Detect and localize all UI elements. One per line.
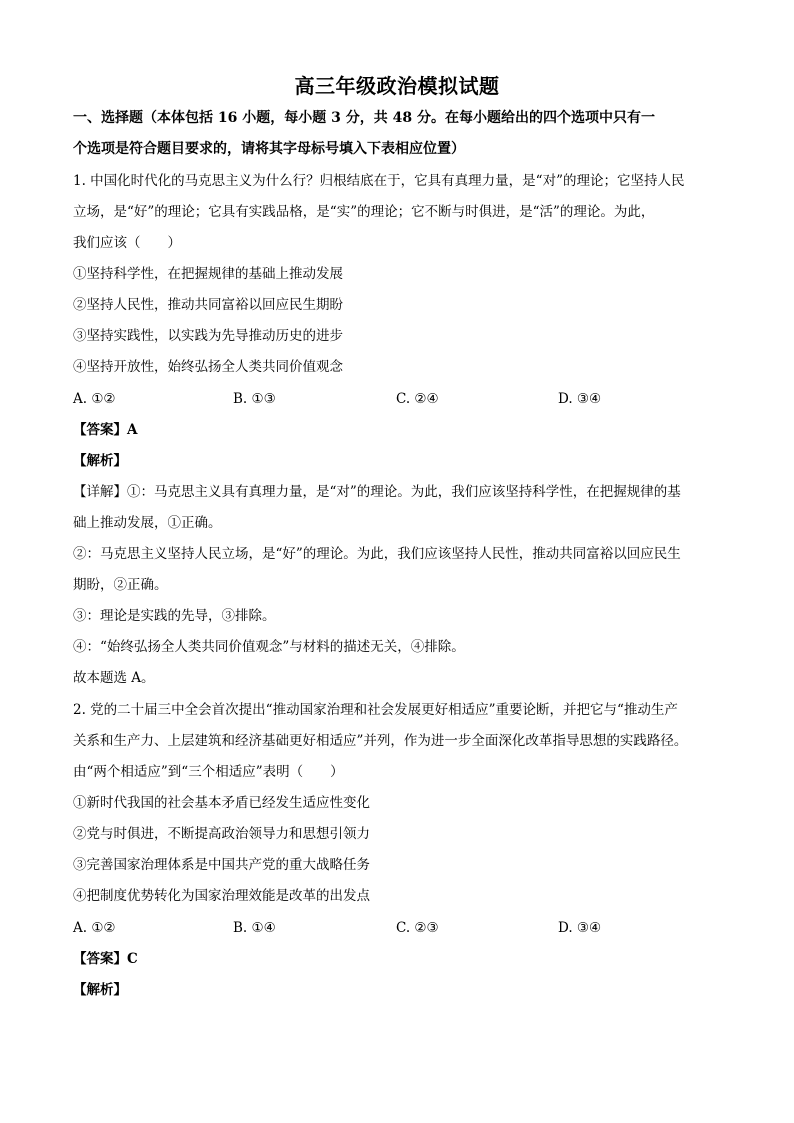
q1-option-a: A. ①② — [73, 391, 116, 407]
q1-detail-line-5: ③：理论是实践的先导，③排除。 — [73, 608, 276, 624]
q2-option-d: D. ③④ — [558, 920, 602, 936]
q1-detail-line-2: 础上推动发展，①正确。 — [73, 515, 222, 531]
q1-answer: 【答案】A — [73, 422, 138, 438]
q1-statement-4: ④坚持开放性，始终弘扬全人类共同价值观念 — [73, 359, 343, 375]
q1-option-c: C. ②④ — [396, 391, 439, 407]
q2-stem-line-3: 由“两个相适应”到“三个相适应”表明（ ） — [73, 764, 344, 780]
q1-option-b: B. ①③ — [233, 391, 276, 407]
q2-statement-2: ②党与时俱进，不断提高政治领导力和思想引领力 — [73, 826, 370, 842]
page-title: 高三年级政治模拟试题 — [294, 74, 500, 98]
section-heading-line-1: 一、选择题（本体包括 16 小题，每小题 3 分，共 48 分。在每小题给出的四个选项中只有一 — [73, 110, 655, 126]
q1-stem-line-3: 我们应该（ ） — [73, 235, 181, 251]
q1-analysis-label: 【解析】 — [73, 453, 127, 469]
section-heading-line-2: 个选项是符合题目要求的，请将其字母标号填入下表相应位置） — [73, 141, 465, 157]
q1-statement-1: ①坚持科学性，在把握规律的基础上推动发展 — [73, 266, 343, 282]
q2-option-c: C. ②③ — [396, 920, 439, 936]
q1-detail-line-7: 故本题选 A。 — [73, 670, 155, 686]
q2-stem-line-1: 2. 党的二十届三中全会首次提出“推动国家治理和社会发展更好相适应”重要论断，并把它与“推动生产 — [73, 702, 678, 718]
q1-stem-line-1: 1. 中国化时代化的马克思主义为什么行？归根结底在于，它具有真理力量，是“对”的理论；它坚持人民 — [73, 173, 685, 189]
q2-statement-1: ①新时代我国的社会基本矛盾已经发生适应性变化 — [73, 795, 370, 811]
q1-statement-2: ②坚持人民性，推动共同富裕以回应民生期盼 — [73, 297, 343, 313]
q1-statement-3: ③坚持实践性，以实践为先导推动历史的进步 — [73, 328, 343, 344]
q1-detail-line-1: 【详解】①：马克思主义具有真理力量，是“对”的理论。为此，我们应该坚持科学性，在把握规律的基 — [73, 484, 681, 500]
q1-detail-line-4: 期盼，②正确。 — [73, 577, 168, 593]
q2-option-a: A. ①② — [73, 920, 116, 936]
q2-statement-4: ④把制度优势转化为国家治理效能是改革的出发点 — [73, 888, 370, 904]
q1-detail-line-6: ④：“始终弘扬全人类共同价值观念”与材料的描述无关，④排除。 — [73, 639, 465, 655]
q2-statement-3: ③完善国家治理体系是中国共产党的重大战略任务 — [73, 857, 370, 873]
q2-stem-line-2: 关系和生产力、上层建筑和经济基础更好相适应”并列，作为进一步全面深化改革指导思想的实践路径。 — [73, 733, 688, 749]
q2-analysis-label: 【解析】 — [73, 982, 127, 998]
q2-answer: 【答案】C — [73, 951, 138, 967]
q1-option-d: D. ③④ — [558, 391, 602, 407]
q1-detail-line-3: ②：马克思主义坚持人民立场，是“好”的理论。为此，我们应该坚持人民性，推动共同富裕以回应民生 — [73, 546, 681, 562]
q2-option-b: B. ①④ — [233, 920, 276, 936]
q1-stem-line-2: 立场，是“好”的理论；它具有实践品格，是“实”的理论；它不断与时俱进，是“活”的理论。为此， — [73, 204, 655, 220]
